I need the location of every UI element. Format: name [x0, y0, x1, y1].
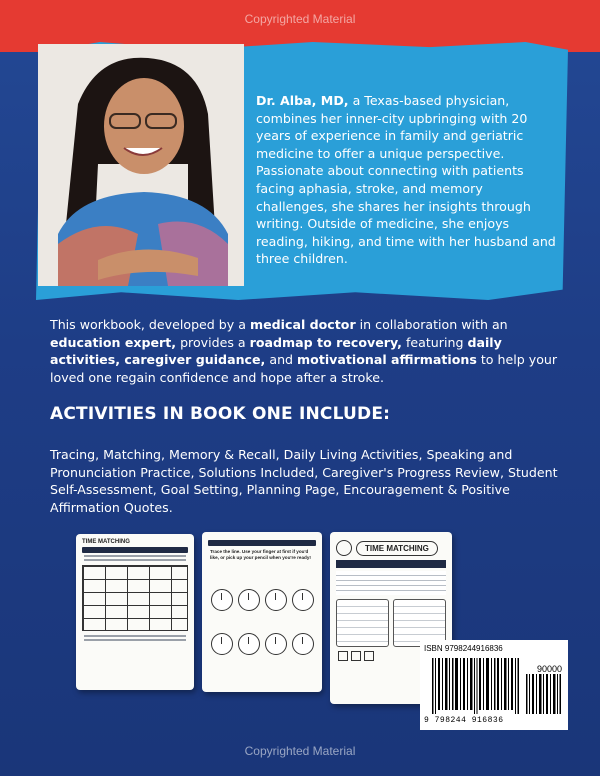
author-photo: [38, 44, 244, 286]
author-bio: [256, 92, 556, 268]
page1-line: [84, 555, 186, 557]
page1-instructions-bar: [82, 547, 188, 553]
clock-icon: [238, 633, 260, 655]
square-box: [351, 651, 361, 661]
watermark-top: Copyrighted Material: [244, 12, 356, 26]
workbook-intro: [50, 316, 560, 386]
clock-icon: [265, 633, 287, 655]
barcode-box: [420, 640, 568, 730]
barcode-digits: 9 798244 916836: [424, 716, 504, 725]
price-code: 90000: [536, 664, 562, 674]
clock-row: [208, 633, 316, 655]
preview-page-2: [202, 532, 322, 692]
clock-icon: [211, 633, 233, 655]
clock-row: [208, 589, 316, 611]
page3-instructions-bar: [336, 560, 446, 568]
intro-bold: roadmap to recovery,: [249, 334, 402, 350]
clock-icon: [265, 589, 287, 611]
preview-page-1: [76, 534, 194, 690]
page2-instruction: Trace the line. Use your finger at first if you'd like, or pick up your pencil when you're ready!: [210, 549, 311, 560]
page1-line: [84, 559, 186, 561]
clock-icon: [238, 589, 260, 611]
page1-title: TIME MATCHING: [82, 539, 130, 545]
intro-text: in collaboration with an: [355, 317, 508, 332]
intro-bold: daily activities, caregiver guidance,: [50, 334, 502, 368]
page3-header: [336, 540, 446, 556]
intro-bold: motivational affirmations: [297, 352, 477, 368]
clock-icon: [211, 589, 233, 611]
intro-bold: education expert,: [50, 334, 177, 350]
square-box: [338, 651, 348, 661]
page1-line: [84, 635, 186, 637]
intro-text: provides a: [176, 334, 250, 350]
author-name: Dr. Alba, MD,: [256, 93, 349, 108]
page1-line: [84, 639, 186, 641]
intro-text: This workbook, developed by a: [50, 317, 250, 332]
page2-instructions-bar: [208, 540, 316, 546]
intro-text: to help your loved one regain confidence and hope after a stroke.: [50, 352, 558, 385]
clock-icon: [292, 633, 314, 655]
activities-list: Tracing, Matching, Memory & Recall, Daily Living Activities, Speaking and Pronunciation Practice, Solutions Included, Caregiver's Progress Review, Student Self-Assessment, Goal Setting, Planning Page, Encouragement & Positive Affirmation Quotes.: [50, 447, 558, 515]
intro-bold: medical doctor: [249, 317, 356, 332]
barcode-addon-bars: [526, 674, 562, 714]
isbn-label: ISBN 9798244916836: [424, 644, 503, 653]
intro-text: featuring: [401, 334, 468, 350]
activities-heading: ACTIVITIES IN BOOK ONE INCLUDE:: [50, 404, 391, 424]
clock-icon: [292, 589, 314, 611]
barcode-bars: [432, 654, 520, 714]
page3-title: TIME MATCHING: [356, 541, 438, 556]
watermark-bottom: Copyrighted Material: [244, 744, 356, 758]
page3-column: [336, 599, 389, 647]
page1-table: [82, 565, 188, 631]
author-bio-text: a Texas-based physician, combines her inner-city upbringing with 20 years of experience in family and geriatric medicine to offer a unique perspective. Passionate about connecting with patients facing aphasia, stroke, and memory challenges, she shares her insights through writing. Outside of medicine, she enjoys reading, hiking, and time with her husband and three children.: [256, 93, 556, 267]
page3-text-lines: [336, 571, 446, 595]
intro-text: and: [265, 352, 298, 368]
square-box: [364, 651, 374, 661]
section-badge-icon: [336, 540, 352, 556]
